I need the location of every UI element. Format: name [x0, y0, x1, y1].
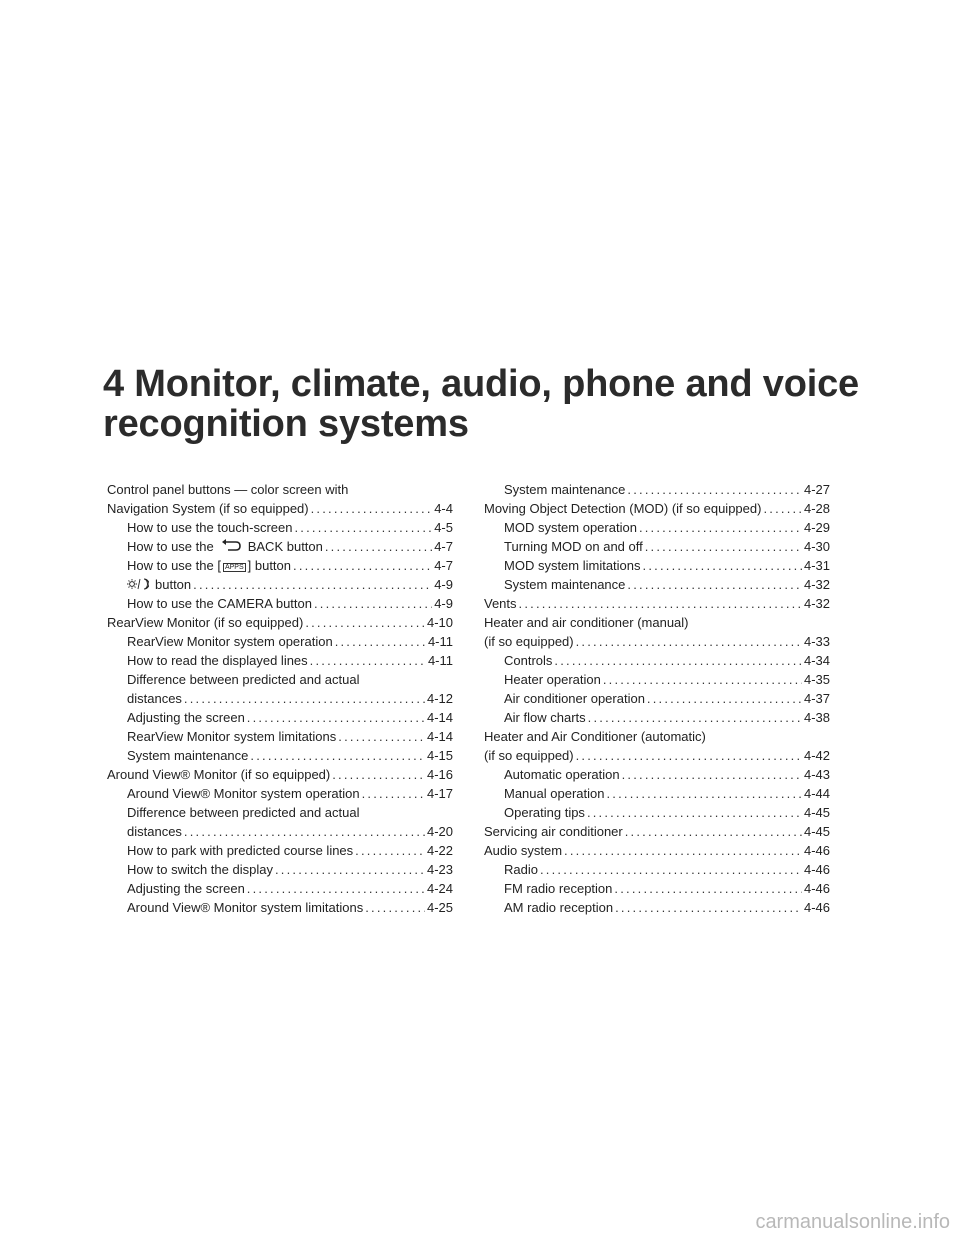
toc-entry[interactable]: How to use the touch-screen ..... 4-5: [107, 518, 453, 537]
toc-entry[interactable]: RearView Monitor system limitations ..... 4-14: [107, 727, 453, 746]
watermark: carmanualsonline.info: [755, 1211, 950, 1233]
toc-entry[interactable]: Air flow charts ..... 4-38: [484, 708, 830, 727]
toc-entry[interactable]: How to use the [ APPS ] button ..... 4-7: [107, 556, 453, 575]
toc-entry[interactable]: How to switch the display ..... 4-23: [107, 860, 453, 879]
toc-entry[interactable]: Air conditioner operation ..... 4-37: [484, 689, 830, 708]
toc-entry[interactable]: Heater operation ..... 4-35: [484, 670, 830, 689]
toc-entry[interactable]: Adjusting the screen ..... 4-24: [107, 879, 453, 898]
toc-entry[interactable]: How to use the BACK button ..... 4-7: [107, 537, 453, 556]
toc-entry[interactable]: MOD system operation ..... 4-29: [484, 518, 830, 537]
toc-entry[interactable]: RearView Monitor (if so equipped) ..... 4-10: [107, 613, 453, 632]
toc-entry[interactable]: System maintenance ..... 4-27: [484, 480, 830, 499]
toc-entry[interactable]: Automatic operation ..... 4-43: [484, 765, 830, 784]
toc-entry[interactable]: Around View® Monitor system limitations ..... 4-25: [107, 898, 453, 917]
toc-entry[interactable]: Around View® Monitor (if so equipped) ..... 4-16: [107, 765, 453, 784]
toc-entry[interactable]: System maintenance ..... 4-32: [484, 575, 830, 594]
toc-entry[interactable]: Heater and air conditioner (manual) (if so equipped) ..... 4-33: [484, 613, 830, 651]
toc-entry[interactable]: Adjusting the screen ..... 4-14: [107, 708, 453, 727]
toc-entry[interactable]: Difference between predicted and actual distances ..... 4-12: [107, 670, 453, 708]
toc-entry[interactable]: MOD system limitations ..... 4-31: [484, 556, 830, 575]
toc-entry[interactable]: Audio system ..... 4-46: [484, 841, 830, 860]
toc-entry[interactable]: Servicing air conditioner ..... 4-45: [484, 822, 830, 841]
toc-entry[interactable]: How to use the CAMERA button ..... 4-9: [107, 594, 453, 613]
toc-entry[interactable]: FM radio reception ..... 4-46: [484, 879, 830, 898]
toc-entry[interactable]: Moving Object Detection (MOD) (if so equipped) ..... 4-28: [484, 499, 830, 518]
toc-entry[interactable]: Control panel buttons — color screen with Navigation System (if so equipped) ..... 4-4: [107, 480, 453, 518]
back-arrow-icon: [220, 539, 242, 553]
toc-column-right: [484, 480, 830, 917]
chapter-title: 4 Monitor, climate, audio, phone and voice recognition systems: [103, 363, 859, 445]
toc-entry[interactable]: Heater and Air Conditioner (automatic) (if so equipped) ..... 4-42: [484, 727, 830, 765]
toc-column-left: [107, 480, 453, 917]
apps-icon: APPS: [224, 564, 244, 571]
toc-entry[interactable]: RearView Monitor system operation ..... 4-11: [107, 632, 453, 651]
toc-entry[interactable]: How to read the displayed lines ..... 4-11: [107, 651, 453, 670]
toc-entry[interactable]: Controls ..... 4-34: [484, 651, 830, 670]
toc-entry[interactable]: Radio ..... 4-46: [484, 860, 830, 879]
toc-entry[interactable]: Vents ..... 4-32: [484, 594, 830, 613]
toc-entry[interactable]: System maintenance ..... 4-15: [107, 746, 453, 765]
toc-entry[interactable]: AM radio reception ..... 4-46: [484, 898, 830, 917]
toc-entry[interactable]: Around View® Monitor system operation ..... 4-17: [107, 784, 453, 803]
toc-entry[interactable]: Operating tips ..... 4-45: [484, 803, 830, 822]
toc-entry[interactable]: Manual operation ..... 4-44: [484, 784, 830, 803]
toc-entry[interactable]: Turning MOD on and off ..... 4-30: [484, 537, 830, 556]
day-night-icon: [127, 577, 149, 591]
toc-entry[interactable]: Difference between predicted and actual distances ..... 4-20: [107, 803, 453, 841]
toc-entry[interactable]: How to park with predicted course lines ..... 4-22: [107, 841, 453, 860]
toc-entry[interactable]: button ..... 4-9: [107, 575, 453, 594]
